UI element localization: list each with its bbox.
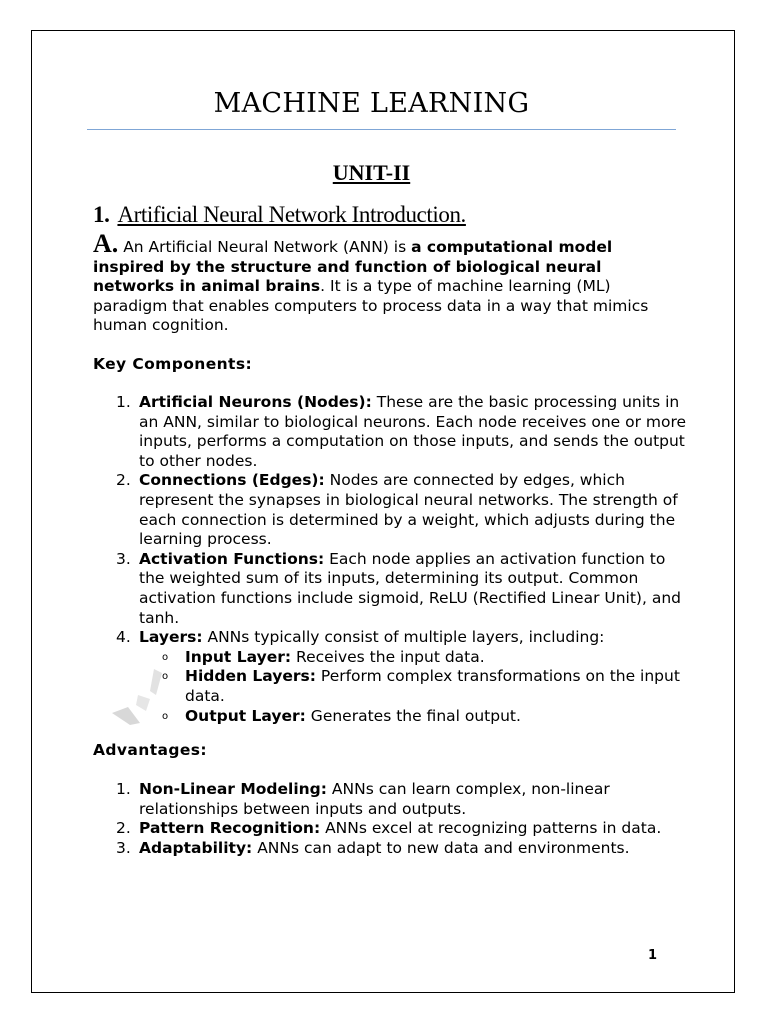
list-item [93, 471, 693, 549]
list-item-number: 1. [116, 780, 131, 798]
list-item [93, 393, 693, 471]
list-item-number: 1. [116, 393, 131, 411]
circle-bullet-icon: o [162, 651, 169, 663]
sublist-item [139, 707, 693, 727]
layers-sublist [139, 648, 693, 726]
intro-bold-text: a computational model inspired by the structure and function of biological neural networks in animal brains [93, 238, 613, 296]
list-item-text: ANNs can adapt to new data and environments. [252, 838, 630, 857]
list-item-term: Activation Functions: [139, 549, 325, 568]
section-number: 1. [93, 202, 110, 227]
section-heading [93, 202, 466, 228]
list-item-term: Layers: [139, 628, 203, 647]
list-item [93, 839, 693, 859]
intro-text-2: . It is a type of machine learning (ML) paradigm that enables computers to process data in a way that mimics human cognition. [93, 277, 649, 335]
list-item-text: These are the basic processing units in an ANN, similar to biological neurons. Each node receives one or more inputs, performs a computation on those inputs, and sends the output to other nodes. [139, 393, 687, 470]
intro-dropcap: A. [93, 229, 119, 258]
title-underline-rule [87, 129, 676, 130]
sublist-item-text: Perform complex transformations on the input data. [185, 667, 680, 705]
list-item-text: ANNs excel at recognizing patterns in data. [320, 819, 662, 838]
list-item-number: 2. [116, 471, 131, 490]
advantages-heading: Advantages: [93, 741, 207, 759]
sublist-item-term: Input Layer: [185, 647, 292, 666]
intro-paragraph [93, 229, 683, 336]
list-item-term: Connections (Edges): [139, 471, 325, 490]
list-item-text: ANNs can learn complex, non-linear relationships between inputs and outputs. [139, 780, 610, 818]
list-item-text: ANNs typically consist of multiple layers, including: [202, 628, 605, 647]
key-components-list [93, 393, 693, 726]
list-item-term: Adaptability: [139, 838, 253, 857]
list-item-term: Pattern Recognition: [139, 819, 321, 838]
list-item-term: Artificial Neurons (Nodes): [139, 393, 372, 411]
circle-bullet-icon: o [162, 671, 169, 683]
sublist-item [139, 667, 693, 706]
intro-text-1: An Artificial Neural Network (ANN) is [118, 238, 412, 256]
list-item-number: 3. [116, 549, 131, 568]
list-item-text: Nodes are connected by edges, which represent the synapses in biological neural networks. The strength of each connection is determined by a weight, which adjusts during the learning process. [139, 471, 678, 549]
sublist-item [139, 648, 693, 668]
page-number: 1 [648, 948, 658, 963]
sublist-item-term: Output Layer: [185, 706, 306, 725]
list-item-number: 2. [116, 819, 131, 838]
list-item-number: 3. [116, 838, 131, 857]
key-components-heading: Key Components: [93, 355, 253, 373]
sublist-item-text: Generates the final output. [305, 706, 521, 725]
list-item-term: Non-Linear Modeling: [139, 780, 327, 798]
unit-heading: UNIT-II [332, 160, 411, 185]
list-item [93, 780, 693, 819]
sublist-item-term: Hidden Layers: [185, 667, 316, 686]
section-title: Artificial Neural Network Introduction. [117, 202, 466, 227]
list-item-text: Each node applies an activation function to the weighted sum of its inputs, determining its output. Common activation functions include sigmoid, ReLU (Rectified Linear Unit), and tanh. [139, 549, 681, 627]
watermark-logo-icon [110, 665, 170, 725]
list-item-number: 4. [116, 628, 131, 647]
list-item [93, 550, 693, 628]
circle-bullet-icon: o [162, 710, 169, 722]
advantages-list [93, 780, 693, 858]
list-item [93, 819, 693, 839]
list-item [93, 628, 693, 726]
sublist-item-text: Receives the input data. [291, 647, 485, 666]
document-title: MACHINE LEARNING [213, 88, 530, 119]
